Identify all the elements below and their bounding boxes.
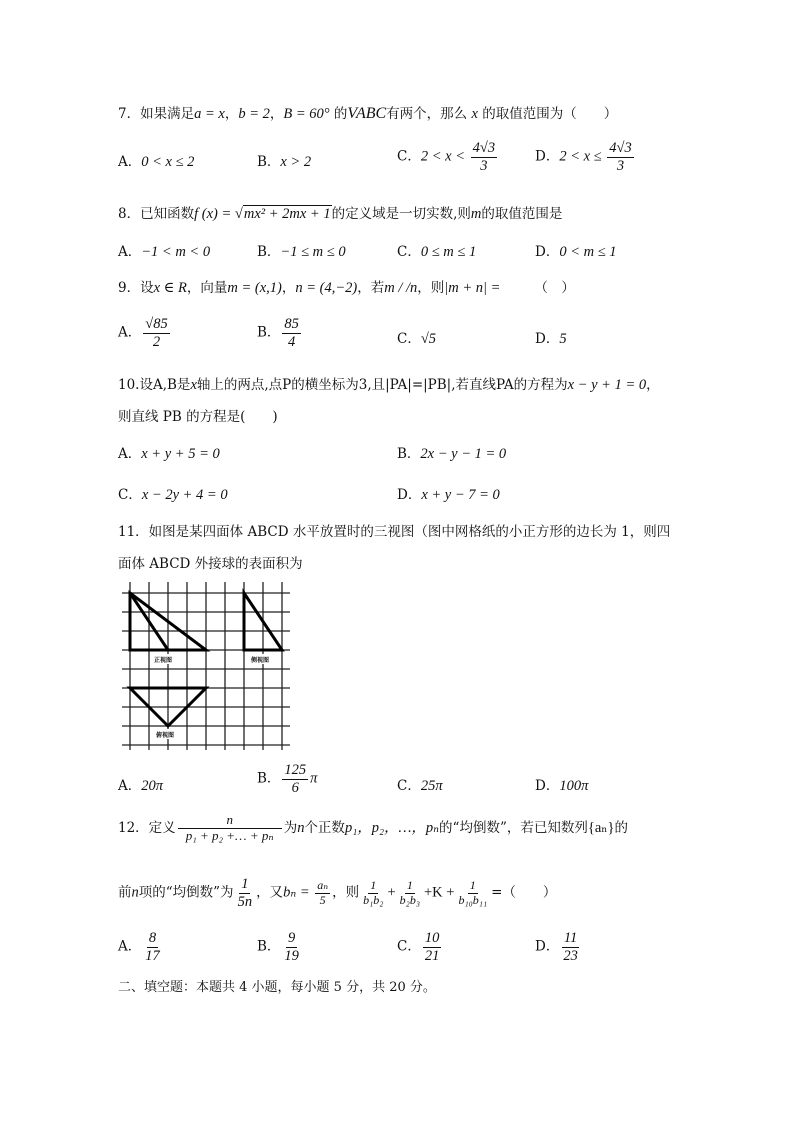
q12-stem-line1: 12．定义 $\frac{n}{\text{p₁ + p₂ +… + pₙ}}$ 为n个正数p₁，p₂，…，pₙ的“均倒数”，若已知数列{aₙ}的	[118, 812, 628, 843]
q7-option-d[interactable]: D．2 < x ≤ $\frac{4√3}{3}$	[535, 140, 632, 174]
q7-option-b[interactable]: B．x > 2	[257, 154, 312, 170]
q11-stem-line1: 11．如图是某四面体 ABCD 水平放置时的三视图（图中网格纸的小正方形的边长为 1，则四	[118, 524, 671, 540]
q9-option-b[interactable]: B． $\frac{85}{4}$	[257, 316, 299, 350]
q7-option-c[interactable]: C．2 < x < $\frac{4√3}{3}$	[397, 140, 496, 174]
q8-stem: 8．已知函数f (x) = √mx² + 2mx + 1的定义域是一切实数,则m的取值范围是	[118, 206, 563, 222]
q8-option-b[interactable]: B．−1 ≤ m ≤ 0	[257, 244, 346, 260]
q11-option-b[interactable]: B． $\frac{125}{6}$ π	[257, 762, 318, 796]
q8-option-a[interactable]: A．−1 < m < 0	[118, 244, 211, 260]
q10-option-c[interactable]: C．x − 2y + 4 = 0	[118, 487, 228, 503]
q10-option-a[interactable]: A．x + y + 5 = 0	[118, 446, 220, 462]
q12-stem-line2: 前n项的“均倒数”为 $\frac{1}{5n}$ ，又bₙ = $\frac{\text{aₙ}}{5}$ ，则 $\frac{1}{\text{b₁b₂}}$ + $\frac{1}{\text{b₂b₃}}$ +K + $\frac{1}{\text{b₁₀b₁₁}}$ =（ ）	[118, 876, 557, 910]
q10-option-b[interactable]: B．2x − y − 1 = 0	[397, 446, 507, 462]
q12-option-c[interactable]: C． $\frac{10}{21}$	[397, 930, 440, 964]
q11-option-a[interactable]: A．20π	[118, 778, 164, 794]
q12-option-d[interactable]: D． $\frac{11}{23}$	[535, 930, 578, 964]
q9-option-d[interactable]: D．5	[535, 331, 567, 347]
three-view-grid	[118, 582, 293, 754]
q11-stem-line2: 面体 ABCD 外接球的表面积为	[118, 556, 303, 572]
top-view-label: 俯视图	[156, 732, 175, 739]
section-heading-fill-in: 二、填空题：本题共 4 小题，每小题 5 分，共 20 分。	[118, 980, 436, 995]
three-view-figure	[118, 582, 293, 754]
side-view-label: 侧视图	[251, 657, 270, 664]
q12-option-a[interactable]: A． $\frac{8}{17}$	[118, 930, 160, 964]
q8-option-c[interactable]: C．0 ≤ m ≤ 1	[397, 244, 477, 260]
q9-option-a[interactable]: A． $\frac{√85}{2}$	[118, 316, 168, 350]
q11-option-c[interactable]: C．25π	[397, 778, 443, 794]
q11-option-d[interactable]: D．100π	[535, 778, 589, 794]
q10-stem-line2: 则直线 PB 的方程是( )	[118, 409, 278, 425]
q8-option-d[interactable]: D．0 < m ≤ 1	[535, 244, 617, 260]
q10-option-d[interactable]: D．x + y − 7 = 0	[397, 487, 500, 503]
q7-option-a[interactable]: A．0 < x ≤ 2	[118, 154, 195, 170]
front-view-label: 正视图	[154, 657, 173, 664]
q9-stem: 9．设x ∈ R，向量m = (x,1)，n = (4,−2)，若m / /n，则|m + n| = （ ）	[118, 280, 575, 296]
q12-option-b[interactable]: B． $\frac{9}{19}$	[257, 930, 299, 964]
q10-stem-line1: 10.设A,B是x轴上的两点,点P的横坐标为3,且|PA|=|PB|,若直线PA的方程为x − y + 1 = 0，	[118, 377, 660, 393]
q9-option-c[interactable]: C．√5	[397, 331, 437, 347]
q7-stem: 7．如果满足a = x，b = 2，B = 60° 的VABC有两个，那么 x 的取值范围为（ ）	[118, 105, 618, 122]
